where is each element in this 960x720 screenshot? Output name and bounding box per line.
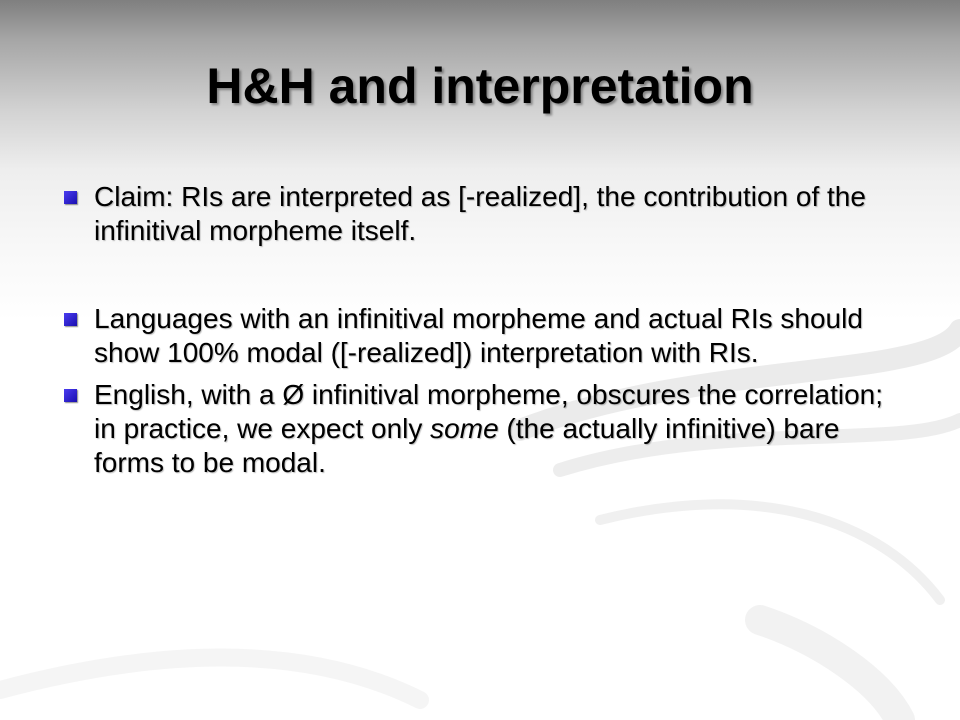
bullet-list (64, 180, 904, 480)
bullet-text-before: English, with a Ø infinitival morpheme, obscures the correlation; in practice, we expect only (94, 379, 884, 444)
bullet-text-after: (the actually infinitive) bare forms to be modal. (94, 413, 840, 478)
square-bullet-icon (64, 313, 77, 326)
slide-title: H&H and interpretation (206, 58, 754, 114)
bullet-text: Claim: RIs are interpreted as [-realized], the contribution of the infinitival morpheme itself. (94, 181, 866, 246)
bullet-item (64, 302, 904, 370)
bullet-text-emphasis: some (430, 413, 499, 444)
bullet-item (64, 378, 904, 480)
bullet-item (64, 180, 904, 248)
square-bullet-icon (64, 389, 77, 402)
square-bullet-icon (64, 191, 77, 204)
bullet-text: Languages with an infinitival morpheme and actual RIs should show 100% modal ([-realized]) interpretation with RIs. (94, 303, 863, 368)
